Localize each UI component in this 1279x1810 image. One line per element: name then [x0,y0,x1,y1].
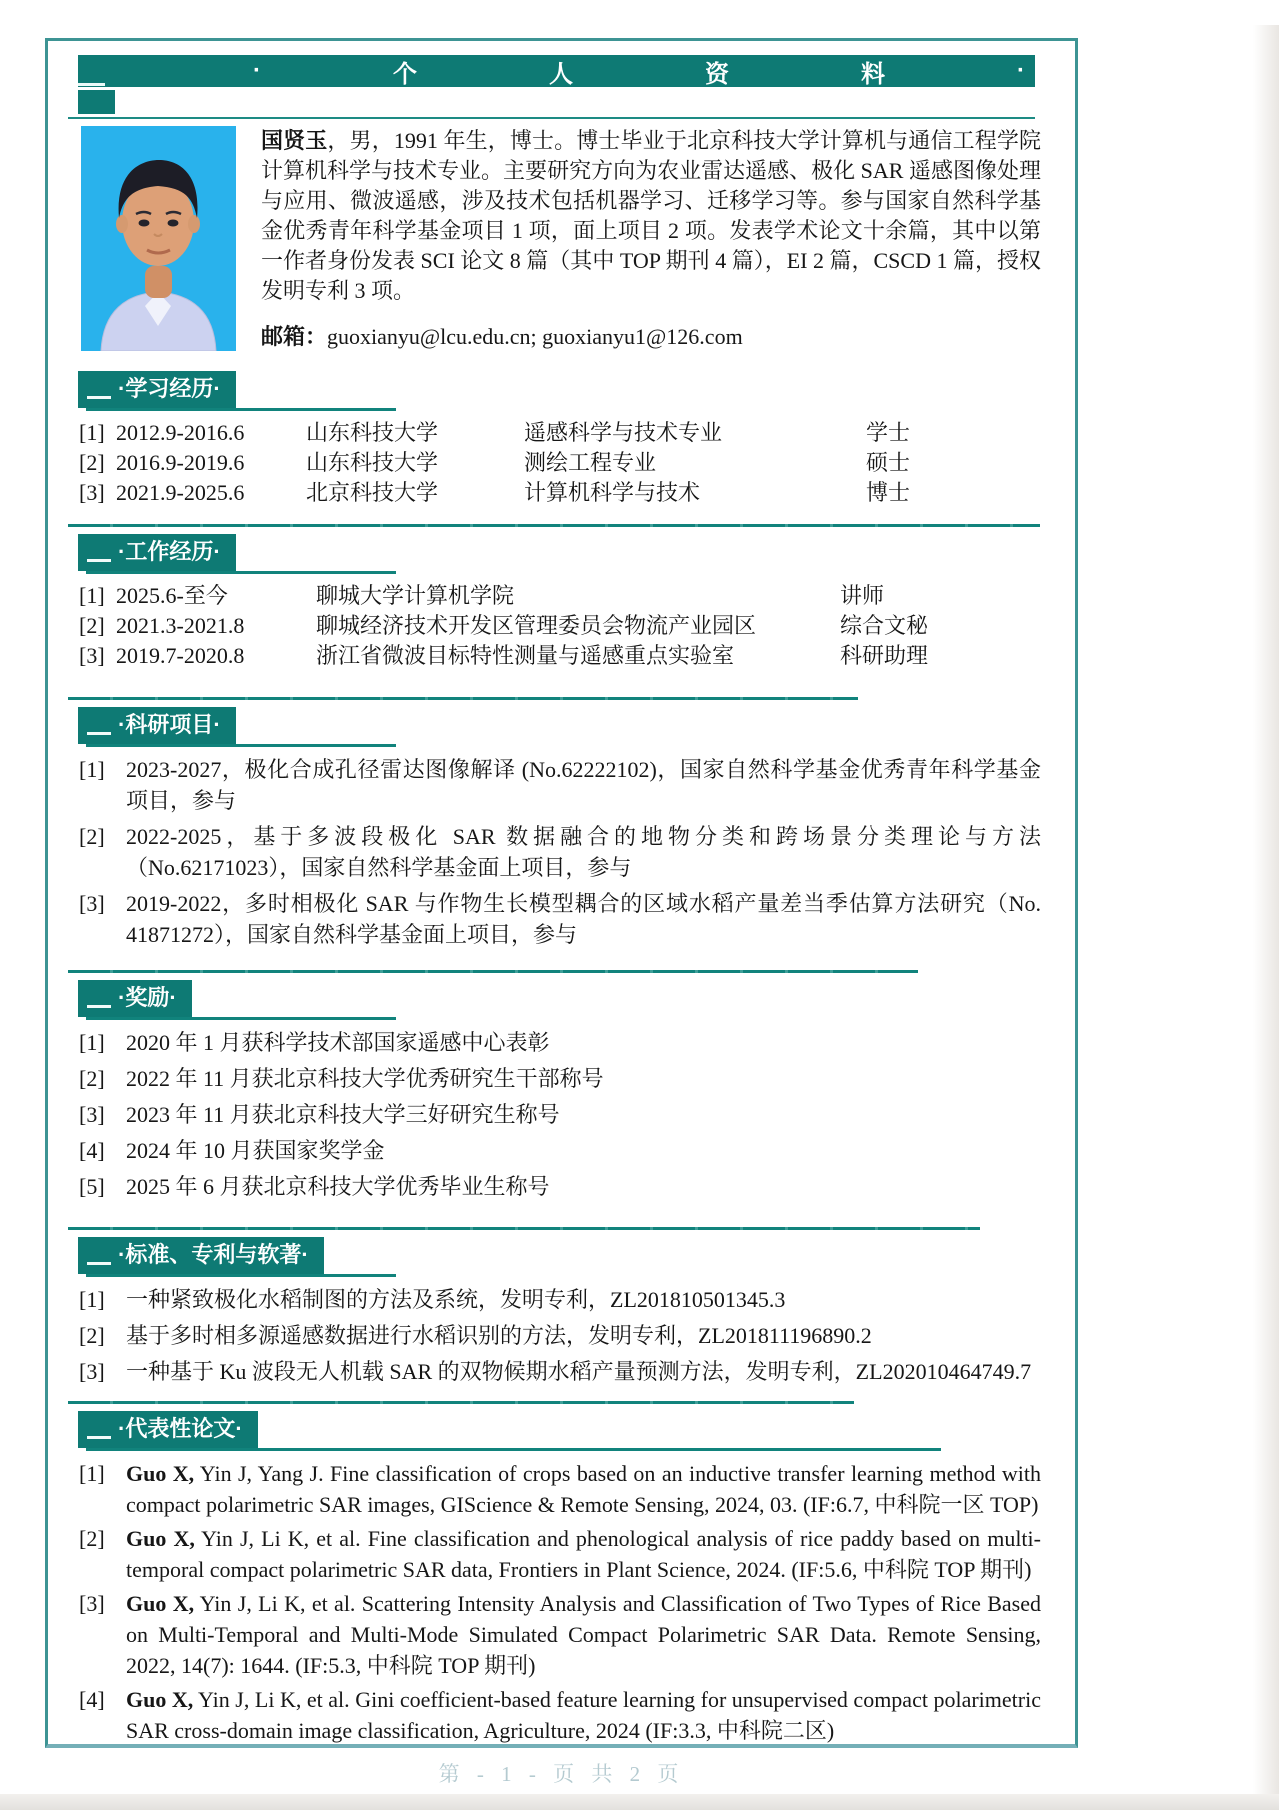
paper-citation: Yin J, Yang J. Fine classification of crops based on an inductive transfer learning method with compact polarimetric SAR images, GIScience & Remote Sensing, 2024, 03. (IF:6.7, 中科院一区 TOP) [126,1461,1041,1517]
work-row [68,581,1041,611]
section-awards [68,970,1041,1202]
project-item [68,754,1041,816]
work-date: 2025.6-至今 [116,583,228,608]
paper-item [68,1588,1041,1681]
item-number: [4] [79,1138,105,1163]
item-number: [1] [79,757,105,782]
section-title-papers: ·代表性论文· [78,1411,258,1448]
edu-degree: 硕士 [866,450,911,475]
work-org: 聊城大学计算机学院 [316,583,515,608]
section-projects [68,697,1041,950]
section-work [68,524,1041,671]
row-number: [1] [79,420,105,445]
bio-column [261,126,1041,351]
person-name: 国贤玉 [261,128,328,153]
project-text: 2022-2025，基于多波段极化 SAR 数据融合的地物分类和跨场景分类理论与方法（No.62171023），国家自然科学基金面上项目，参与 [126,824,1041,880]
section-title-patents: ·标准、专利与软著· [78,1237,324,1274]
item-number: [4] [79,1687,105,1712]
patent-text: 一种紧致极化水稻制图的方法及系统，发明专利，ZL201810501345.3 [126,1287,786,1312]
section-header-patents [68,1237,1041,1274]
award-text: 2025 年 6 月获北京科技大学优秀毕业生称号 [126,1174,550,1199]
email-line [261,320,1041,351]
section-divider-rule [68,1401,854,1404]
award-text: 2022 年 11 月获北京科技大学优秀研究生干部称号 [126,1066,604,1091]
edu-school: 山东科技大学 [306,450,439,475]
item-number: [2] [79,1323,105,1348]
item-number: [1] [79,1287,105,1312]
paper-text [126,1523,1041,1585]
section-header-education [68,371,1041,408]
row-number: [1] [79,583,105,608]
award-text: 2023 年 11 月获北京科技大学三好研究生称号 [126,1102,560,1127]
paper-item [68,1684,1041,1746]
award-text: 2024 年 10 月获国家奖学金 [126,1138,385,1163]
paper-citation: Yin J, Li K, et al. Scattering Intensity Analysis and Classification of Two Types of Rice Based on Multi-Temporal and Multi-Mode Simulated Compact Polarimetric SAR Data. Remote Sensing, 2022, 14(7): 1644. (IF:5.3, 中科院 TOP 期刊) [126,1591,1041,1678]
bio-text: ，男，1991 年生，博士。博士毕业于北京科技大学计算机与通信工程学院计算机科学与技术专业。主要研究方向为农业雷达遥感、极化 SAR 遥感图像处理与应用、微波遥感，涉及技术包括机器学习、迁移学习等。参与国家自然科学基金优秀青年科学基金项目 1 项，面上项目 2 项。发表学术论文十余篇，其中以第一作者身份发表 SCI 论文 8 篇（其中 TOP 期刊 4 篇），EI 2 篇，CSCD 1 篇，授权发明专利 3 项。 [261,128,1041,303]
edu-date: 2012.9-2016.6 [116,420,245,445]
work-role: 综合文秘 [840,613,929,638]
row-number: [3] [79,643,105,668]
papers-list [68,1448,1041,1746]
page-title-char: 资 [705,60,729,88]
paper-text [126,1458,1041,1520]
edu-school: 山东科技大学 [306,420,439,445]
section-divider-rule [68,524,1040,527]
patent-item [68,1284,1041,1315]
bio-paragraph [261,126,1041,306]
item-number: [2] [79,1526,105,1551]
section-papers [68,1401,1041,1746]
section-education [68,371,1041,508]
banner-thin-rule [68,117,1035,119]
edu-school: 北京科技大学 [306,480,439,505]
paper-item [68,1458,1041,1520]
item-number: [3] [79,1359,105,1384]
patent-item [68,1356,1041,1387]
section-title-projects: ·科研项目· [78,707,236,744]
award-item [68,1099,1041,1130]
section-header-papers [68,1411,1041,1448]
award-item [68,1027,1041,1058]
work-org: 浙江省微波目标特性测量与遥感重点实验室 [316,643,735,668]
section-divider-rule [68,697,858,700]
edu-major: 测绘工程专业 [524,450,657,475]
banner-dot-left: · [253,57,261,84]
section-title-awards: ·奖励· [78,980,192,1017]
row-number: [3] [79,480,105,505]
project-item [68,821,1041,883]
edu-degree: 博士 [866,480,911,505]
awards-list [68,1017,1041,1202]
work-rows [68,571,1041,671]
banner-underscore-mark [78,83,105,86]
section-divider-rule [68,1227,980,1230]
item-number: [1] [79,1030,105,1055]
item-number: [3] [79,1102,105,1127]
page-title-banner [78,55,1035,87]
row-number: [2] [79,613,105,638]
paper-first-author: Guo X, [126,1687,194,1712]
paper-first-author: Guo X, [126,1591,195,1616]
section-header-awards [68,980,1041,1017]
section-header-projects [68,707,1041,744]
work-role: 科研助理 [840,643,929,668]
patent-item [68,1320,1041,1351]
patents-list [68,1274,1041,1387]
paper-first-author: Guo X, [126,1461,195,1486]
paper-citation: Yin J, Li K, et al. Gini coefficient-based feature learning for unsupervised compact polarimetric SAR cross-domain image classification, Agriculture, 2024 (IF:3.3, 中科院二区) [126,1687,1041,1743]
email-label: 邮箱： [261,324,328,349]
award-text: 2020 年 1 月获科学技术部国家遥感中心表彰 [126,1030,550,1055]
section-header-work [68,534,1041,571]
edu-major: 遥感科学与技术专业 [524,420,723,445]
award-item [68,1063,1041,1094]
item-number: [2] [79,1066,105,1091]
page-title-char: 料 [861,60,885,88]
banner-dot-right: · [1017,57,1025,84]
work-date: 2019.7-2020.8 [116,643,245,668]
id-photo-illustration [81,126,236,351]
patent-text: 基于多时相多源遥感数据进行水稻识别的方法，发明专利，ZL201811196890.2 [126,1323,872,1348]
page-title-char: 个 [393,60,417,88]
page-number-footer: 第 - 1 - 页 共 2 页 [438,1762,685,1786]
project-text: 2019-2022，多时相极化 SAR 与作物生长模型耦合的区域水稻产量差当季估算方法研究（No. 41871272），国家自然科学基金面上项目，参与 [126,891,1041,947]
profile-section [68,126,1041,351]
education-row [68,418,1041,448]
paper-citation: Yin J, Li K, et al. Fine classification and phenological analysis of rice paddy based on multi-temporal compact polarimetric SAR data, Frontiers in Plant Science, 2024. (IF:5.6, 中科院 TOP 期刊) [126,1526,1041,1582]
edu-date: 2021.9-2025.6 [116,480,245,505]
section-title-work: ·工作经历· [78,534,236,571]
project-text: 2023-2027，极化合成孔径雷达图像解译 (No.62222102)，国家自然科学基金优秀青年科学基金项目，参与 [126,757,1041,813]
education-row [68,448,1041,478]
email-value: guoxianyu@lcu.edu.cn; guoxianyu1@126.com [327,324,743,349]
paper-text [126,1588,1041,1681]
education-row [68,478,1041,508]
paper-item [68,1523,1041,1585]
page-title-char: 人 [549,60,573,88]
work-row [68,611,1041,641]
banner-corner-block [78,90,115,114]
project-item [68,888,1041,950]
section-patents [68,1227,1041,1387]
paper-text [126,1684,1041,1746]
edu-date: 2016.9-2019.6 [116,450,245,475]
work-role: 讲师 [840,583,885,608]
scan-edge-shadow-right [1253,25,1279,1810]
work-org: 聊城经济技术开发区管理委员会物流产业园区 [316,613,757,638]
work-row [68,641,1041,671]
section-title-education: ·学习经历· [78,371,236,408]
award-item [68,1171,1041,1202]
item-number: [3] [79,1591,105,1616]
scan-edge-shadow-bottom [0,1794,1279,1810]
item-number: [5] [79,1174,105,1199]
award-item [68,1135,1041,1166]
id-photo [81,126,236,351]
edu-degree: 学士 [866,420,911,445]
edu-major: 计算机科学与技术 [524,480,701,505]
item-number: [3] [79,891,105,916]
work-date: 2021.3-2021.8 [116,613,245,638]
resume-page-frame [45,38,1078,1748]
projects-list [68,744,1041,950]
section-divider-rule [68,970,918,973]
item-number: [1] [79,1461,105,1486]
row-number: [2] [79,450,105,475]
item-number: [2] [79,824,105,849]
education-rows [68,408,1041,508]
paper-first-author: Guo X, [126,1526,195,1551]
patent-text: 一种基于 Ku 波段无人机载 SAR 的双物候期水稻产量预测方法，发明专利，ZL202010464749.7 [126,1359,1032,1384]
